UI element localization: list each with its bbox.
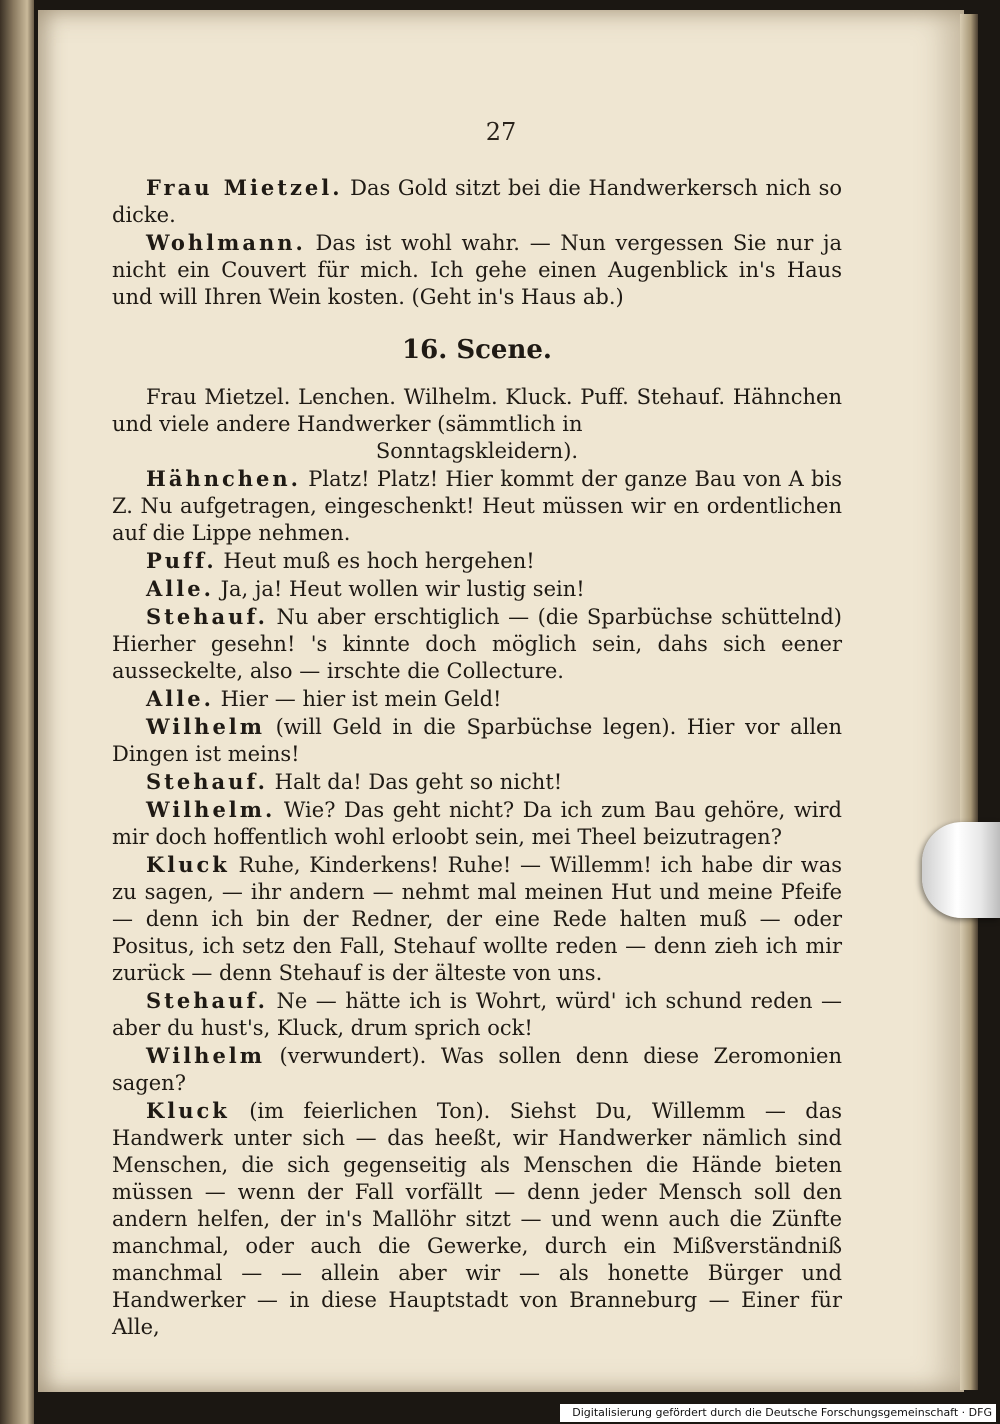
paragraph	[112, 1042, 842, 1097]
paragraph-text: Ruhe, Kinderkens! Ruhe! — Willemm! ich habe dir was zu sagen, — ihr andern — nehmt mal meinen Hut und meine Pfeife — denn ich bin der Redner, der eine Rede halten muß — oder Positus, ich setz den Fall, Stehauf wollte reden — denn zieh ich mir zurück — denn Stehauf is der älteste von uns.	[112, 853, 842, 985]
paragraph	[112, 603, 842, 685]
paragraph	[112, 987, 842, 1042]
speaker-name: Kluck	[146, 1098, 230, 1123]
paragraph-text: Hier — hier ist mein Geld!	[213, 687, 502, 711]
paragraph	[112, 547, 842, 575]
speaker-name: Stehauf.	[146, 604, 268, 629]
page-clip	[922, 822, 1000, 918]
speaker-name: Puff.	[146, 548, 217, 573]
speaker-name: Wilhelm	[146, 714, 265, 739]
speaker-name: Wohlmann.	[146, 230, 306, 255]
paragraph-text: Wie? Das geht nicht? Da ich zum Bau gehöre, wird mir doch hoffentlich wohl erloobt sein, mei Theel beizutragen?	[112, 798, 842, 849]
paragraph-text: Heut muß es hoch hergehen!	[216, 549, 535, 573]
speaker-name: Kluck	[146, 852, 230, 877]
paragraph	[112, 229, 842, 311]
speaker-name: Alle.	[146, 576, 214, 601]
cast-list: Frau Mietzel. Lenchen. Wilhelm. Kluck. Puff. Stehauf. Hähnchen und viele andere Handwerker (sämmtlich in	[112, 385, 842, 436]
paragraph	[112, 575, 842, 603]
paragraph	[112, 685, 842, 713]
paragraph	[112, 768, 842, 796]
paragraph-text: Das Gold sitzt bei die Handwerkersch nich so dicke.	[112, 176, 842, 227]
paragraph-text: Ja, ja! Heut wollen wir lustig sein!	[213, 577, 585, 601]
paragraph-text: (im feierlichen Ton). Siehst Du, Willemm — das Handwerk unter sich — das heeßt, wir Handwerker nämlich sind Menschen, die sich gegenseitig als Menschen die Hände bieten müssen — wenn der Fall vorfällt — denn jeder Mensch soll den andern helfen, der in's Mallöhr sitzt — und wenn auch die Zünfte manchmal, oder auch die Gewerke, durch ein Mißverständniß manchmal — — allein aber wir — als honette Bürger und Handwerker — in diese Hauptstadt von Branneburg — Einer für Alle,	[112, 1099, 842, 1339]
scene-heading: 16. Scene.	[402, 335, 552, 365]
speaker-name: Stehauf.	[146, 769, 268, 794]
book-page	[38, 10, 964, 1392]
speaker-name: Frau Mietzel.	[146, 175, 343, 200]
speaker-name: Wilhelm	[146, 1043, 265, 1068]
paragraph	[112, 796, 842, 851]
speaker-name: Hähnchen.	[146, 466, 301, 491]
paragraph-text: Nu aber erschtiglich — (die Sparbüchse schüttelnd) Hierher gesehn! 's kinnte doch möglich sein, dahs sich eener ausseckelte, also — irschte die Collecture.	[112, 605, 842, 683]
paragraph	[112, 174, 842, 229]
left-page-edge	[0, 0, 34, 1424]
right-page-edge	[960, 14, 978, 1390]
page-number: 27	[485, 118, 517, 146]
text-block	[112, 174, 842, 1341]
paragraph-text: Platz! Platz! Hier kommt der ganze Bau von A bis Z. Nu aufgetragen, eingeschenkt! Heut müssen wir en ordentlichen auf die Lippe nehmen.	[112, 467, 842, 545]
speaker-name: Wilhelm.	[146, 797, 276, 822]
paragraph-text: (will Geld in die Sparbüchse legen). Hier vor allen Dingen ist meins!	[112, 715, 842, 766]
paragraph	[112, 851, 842, 987]
paragraph-text: Ne — hätte ich is Wohrt, würd' ich schund reden — aber du hust's, Kluck, drum sprich ock!	[112, 989, 842, 1040]
speaker-name: Alle.	[146, 686, 214, 711]
paragraph-text: (verwundert). Was sollen denn diese Zeromonien sagen?	[112, 1044, 842, 1095]
cast-list-end: Sonntagskleidern).	[375, 439, 579, 463]
paragraph-text: Halt da! Das geht so nicht!	[267, 770, 563, 794]
paragraph	[112, 1097, 842, 1341]
paragraph	[112, 465, 842, 547]
footer-credit: Digitalisierung gefördert durch die Deutsche Forschungsgemeinschaft · DFG	[560, 1404, 996, 1422]
paragraph	[112, 713, 842, 768]
speaker-name: Stehauf.	[146, 988, 268, 1013]
paragraph-text: Das ist wohl wahr. — Nun vergessen Sie nur ja nicht ein Couvert für mich. Ich gehe einen Augenblick in's Haus und will Ihren Wein kosten. (Geht in's Haus ab.)	[112, 231, 842, 309]
